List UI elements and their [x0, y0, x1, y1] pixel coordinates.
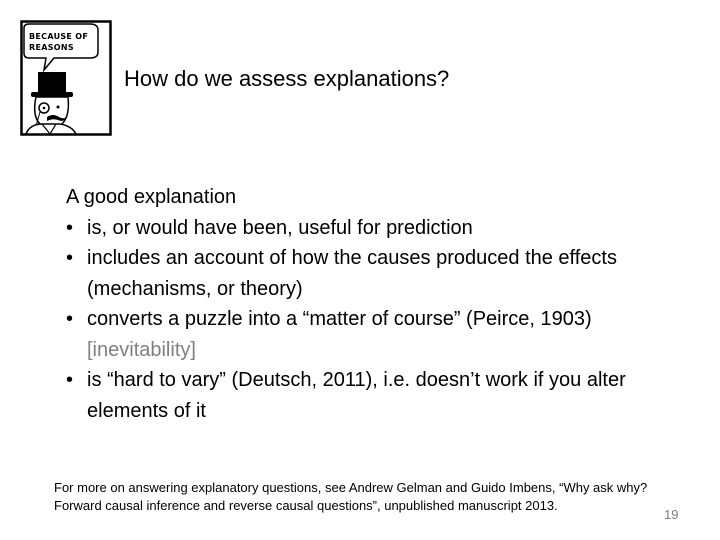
comic-illustration: [20, 20, 112, 136]
bullet-icon: •: [66, 369, 74, 391]
bullet-text: includes an account of how the causes produced the effects (mechanisms, or theory): [87, 247, 617, 300]
bullet-icon: •: [66, 216, 74, 239]
bullet-text: is, or would have been, useful for prediction: [87, 216, 473, 239]
page-number: 19: [664, 507, 679, 522]
bullet-icon: •: [66, 308, 74, 330]
bullet-note: [inevitability]: [87, 338, 196, 361]
bullet-list: [66, 213, 656, 427]
svg-text:BECAUSE OF: BECAUSE OF: [29, 32, 89, 41]
intro-line: A good explanation: [66, 186, 237, 208]
list-item: [66, 304, 656, 365]
bullet-text: is “hard to vary” (Deutsch, 2011), i.e. doesn’t work if you alter elements of it: [87, 369, 626, 422]
cartoon-man-icon: [20, 20, 112, 136]
list-item: [66, 365, 656, 426]
list-item: [66, 213, 656, 244]
slide-title: How do we assess explanations?: [124, 66, 450, 91]
bullet-icon: •: [66, 247, 74, 269]
svg-text:REASONS: REASONS: [29, 43, 74, 52]
list-item: [66, 243, 656, 304]
bullet-text: converts a puzzle into a “matter of course” (Peirce, 1903): [87, 308, 592, 330]
slide-body: [66, 182, 656, 426]
footnote: For more on answering explanatory questions, see Andrew Gelman and Guido Imbens, “Why ask why? Forward causal inference and reverse causal questions”, unpublished manuscript 2013.: [54, 480, 648, 513]
